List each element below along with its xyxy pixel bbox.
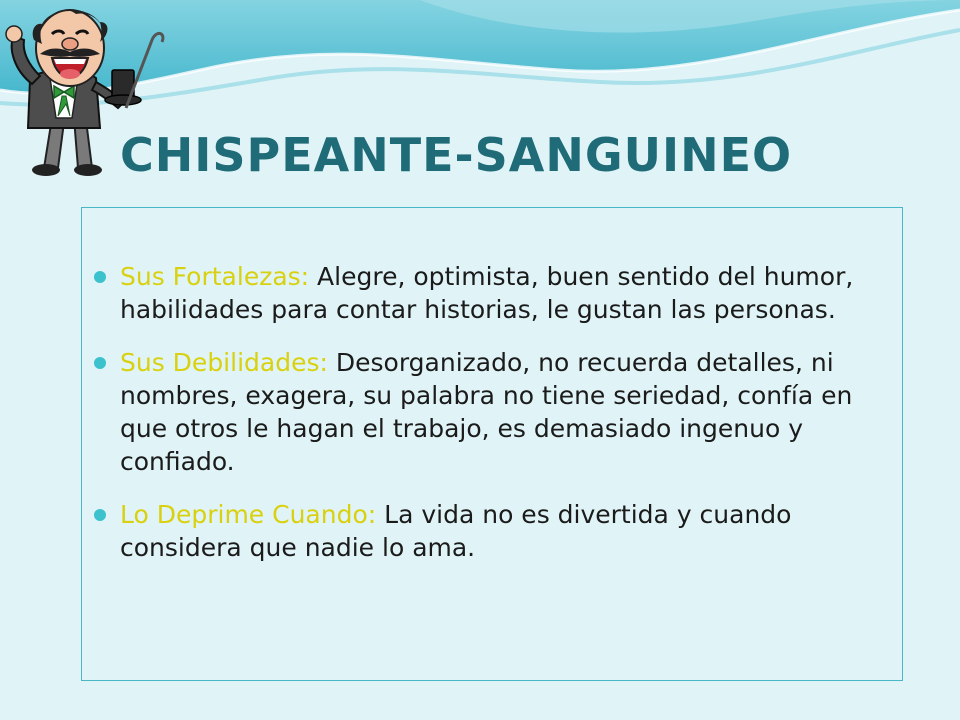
- bullet-text: La vida no es divertida y cuando considera que nadie lo ama.: [120, 500, 792, 562]
- bullet-text: Desorganizado, no recuerda detalles, ni nombres, exagera, su palabra no tiene seriedad, confía en que otros le hagan el trabajo, es demasiado ingenuo y confiado.: [120, 348, 853, 476]
- bullet-label: Sus Fortalezas:: [120, 262, 310, 291]
- content-box: [81, 207, 903, 681]
- slide-title: CHISPEANTE-SANGUINEO: [120, 128, 793, 182]
- bullet-list: [82, 260, 902, 584]
- bullet-label: Lo Deprime Cuando:: [120, 500, 377, 529]
- bullet-dot-icon: [94, 509, 106, 521]
- bullet-dot-icon: [94, 271, 106, 283]
- bullet-fortalezas: [82, 260, 902, 326]
- bullet-label: Sus Debilidades:: [120, 348, 328, 377]
- bullet-text: Alegre, optimista, buen sentido del humor, habilidades para contar historias, le gustan las personas.: [120, 262, 854, 324]
- bullet-deprime: [82, 498, 902, 564]
- bullet-dot-icon: [94, 357, 106, 369]
- bullet-debilidades: [82, 346, 902, 478]
